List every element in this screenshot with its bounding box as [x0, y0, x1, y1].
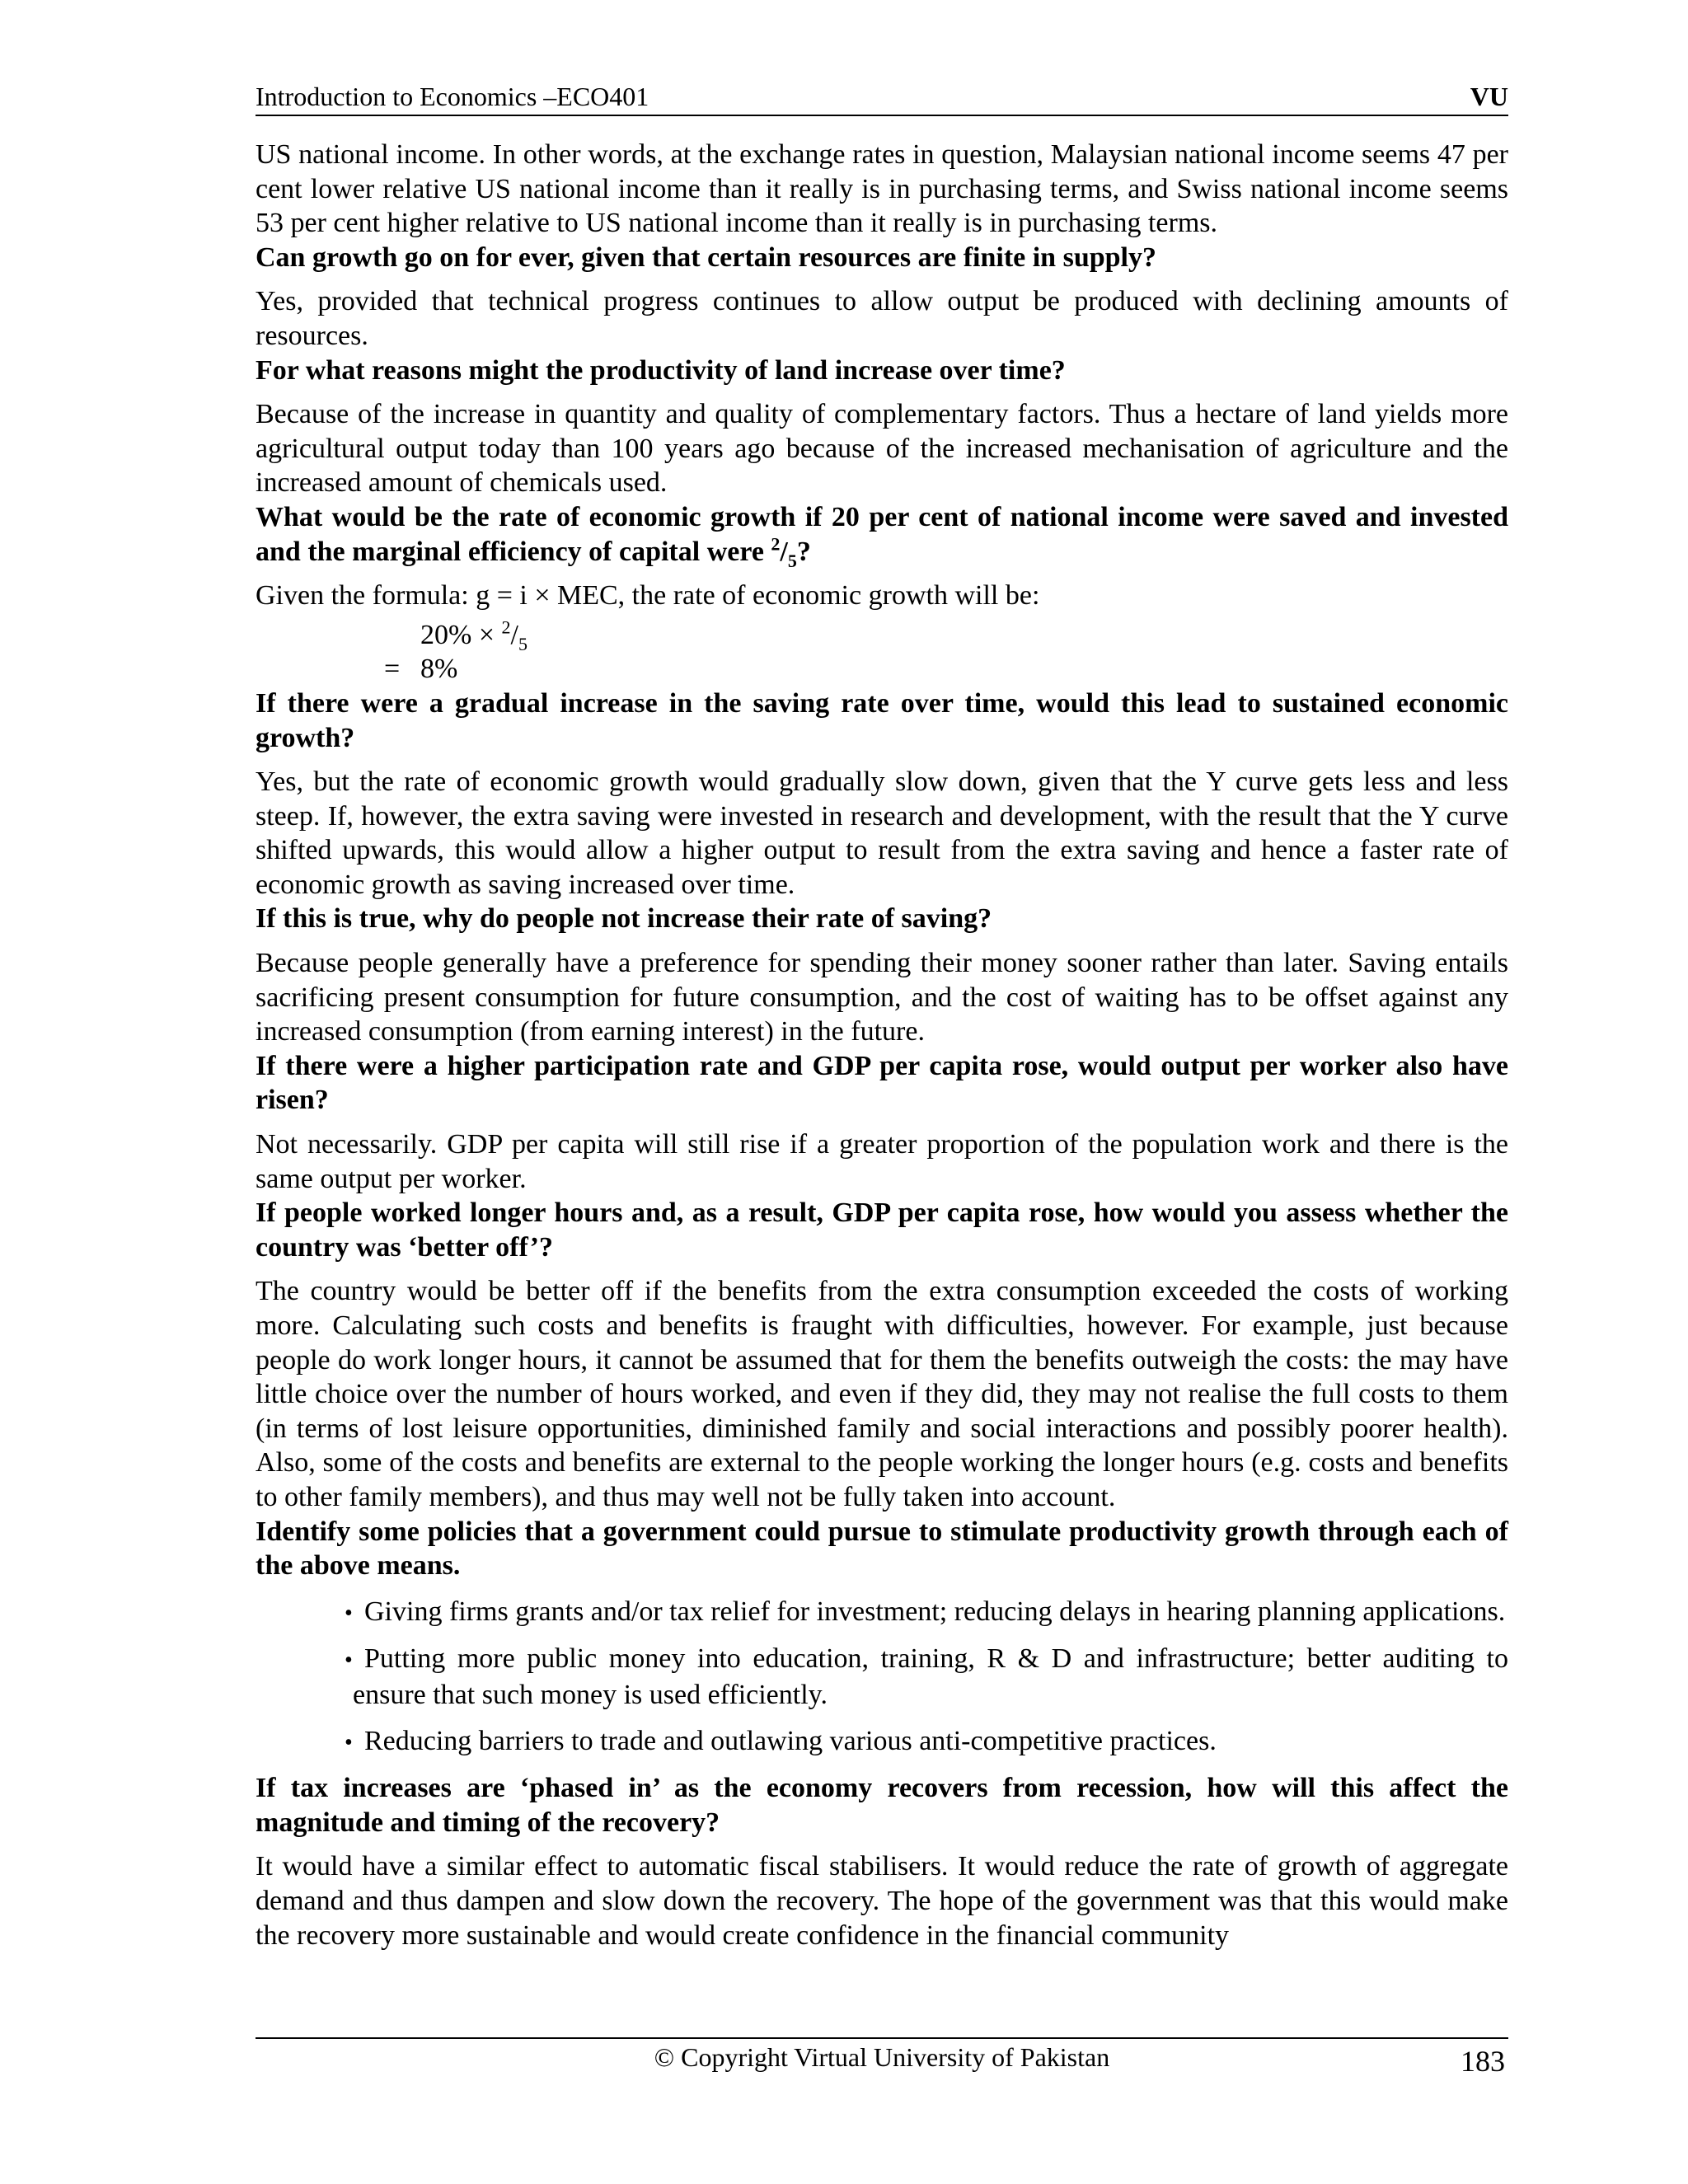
- question: Can growth go on for ever, given that certain resources are finite in supply?: [256, 241, 1156, 273]
- fraction-slash: /: [510, 619, 518, 650]
- question: If there were a gradual increase in the saving rate over time, would this lead to sustained economic growth?: [256, 687, 1508, 753]
- question-text: What would be the rate of economic growth if 20 per cent of national income were saved and invested and the marginal efficiency of capital were: [256, 501, 1508, 567]
- answer: The country would be better off if the benefits from the extra consumption exceeded the costs of working more. Calculating such costs and benefits is fraught with difficulties, however. For example, just because people do work longer hours, it cannot be assumed that for them the benefits outweigh the costs: the may have little choice over the number of hours worked, and even if they did, they may not realise the full costs to them (in terms of lost leisure opportunities, diminished family and social interactions and possibly poorer health). Also, some of the costs and benefits are external to the people working the longer hours (e.g. costs and benefits to other family members), and thus may well not be fully taken into account.: [256, 1276, 1508, 1512]
- page-header: [256, 76, 1508, 116]
- policy-list: [256, 1595, 1508, 1760]
- list-item-text: Reducing barriers to trade and outlawing various anti-competitive practices.: [364, 1725, 1217, 1756]
- question: If there were a higher participation rate and GDP per capita rose, would output per worker also have risen?: [256, 1050, 1508, 1116]
- question: If people worked longer hours and, as a result, GDP per capita rose, how would you assess whether the country was ‘better off’?: [256, 1197, 1508, 1263]
- bullet-icon: •: [345, 1600, 353, 1626]
- list-item: [256, 1595, 1508, 1631]
- page-number: 183: [1461, 2045, 1505, 2078]
- question: If tax increases are ‘phased in’ as the economy recovers from recession, how will this affect the magnitude and timing of the recovery?: [256, 1773, 1508, 1838]
- equals-sign: =: [384, 654, 401, 685]
- fraction-denominator: 5: [787, 550, 797, 571]
- formula-result: [256, 652, 1508, 687]
- question-mark: ?: [796, 536, 811, 567]
- fraction-numerator: 2: [771, 533, 781, 555]
- list-item: [256, 1642, 1508, 1712]
- answer: Yes, provided that technical progress continues to allow output be produced with declining amounts of resources.: [256, 286, 1508, 351]
- fraction-denominator: 5: [518, 633, 528, 654]
- bullet-icon: •: [345, 1647, 353, 1674]
- fraction-slash: /: [780, 536, 788, 567]
- result-value: 8%: [420, 654, 458, 685]
- formula-line: [256, 618, 1508, 653]
- answer: Yes, but the rate of economic growth would gradually slow down, given that the Y curve gets less and less steep. If, however, the extra saving were invested in research and development, with the result that the Y curve shifted upwards, this would allow a higher output to result from the extra saving and hence a faster rate of economic growth as saving increased over time.: [256, 766, 1508, 900]
- fraction-numerator: 2: [501, 616, 511, 638]
- answer: Because of the increase in quantity and quality of complementary factors. Thus a hectare of land yields more agricultural output today than 100 years ago because of the increased mechanisation of agriculture and the increased amount of chemicals used.: [256, 399, 1508, 499]
- answer: It would have a similar effect to automatic fiscal stabilisers. It would reduce the rate of growth of aggregate demand and thus dampen and slow down the recovery. The hope of the government was that this would make the recovery more sustainable and would create confidence in the financial community: [256, 1851, 1508, 1951]
- question: [256, 500, 1508, 569]
- bullet-icon: •: [345, 1729, 353, 1755]
- list-item-text: Putting more public money into education, training, R & D and infrastructure; better auditing to ensure that such money is used efficiently.: [353, 1643, 1508, 1710]
- answer: Given the formula: g = i × MEC, the rate of economic growth will be:: [256, 580, 1040, 612]
- list-item-text: Giving firms grants and/or tax relief for investment; reducing delays in hearing planning applications.: [364, 1596, 1506, 1627]
- course-title: Introduction to Economics –ECO401: [256, 82, 649, 111]
- question: For what reasons might the productivity of land increase over time?: [256, 354, 1066, 386]
- document-body: [256, 138, 1508, 1952]
- paragraph: US national income. In other words, at the exchange rates in question, Malaysian national income seems 47 per cent lower relative US national income than it really is in purchasing terms, and Swiss national income seems 53 per cent higher relative to US national income than it really is in purchasing terms.: [256, 139, 1508, 239]
- answer: Not necessarily. GDP per capita will still rise if a greater proportion of the population work and there is the same output per worker.: [256, 1129, 1508, 1194]
- question: Identify some policies that a government could pursue to stimulate productivity growth through each of the above means.: [256, 1516, 1508, 1582]
- institution-label: VU: [1470, 82, 1508, 111]
- question: If this is true, why do people not increase their rate of saving?: [256, 903, 992, 935]
- copyright-notice: © Copyright Virtual University of Pakistan: [654, 2042, 1110, 2072]
- list-item: [256, 1724, 1508, 1760]
- document-page: [256, 76, 1508, 1952]
- page-footer: [256, 2037, 1508, 2088]
- formula-text: 20% ×: [420, 619, 502, 650]
- answer: Because people generally have a preference for spending their money sooner rather than later. Saving entails sacrificing present consumption for future consumption, and the cost of waiting has to be offset against any increased consumption (from earning interest) in the future.: [256, 948, 1508, 1047]
